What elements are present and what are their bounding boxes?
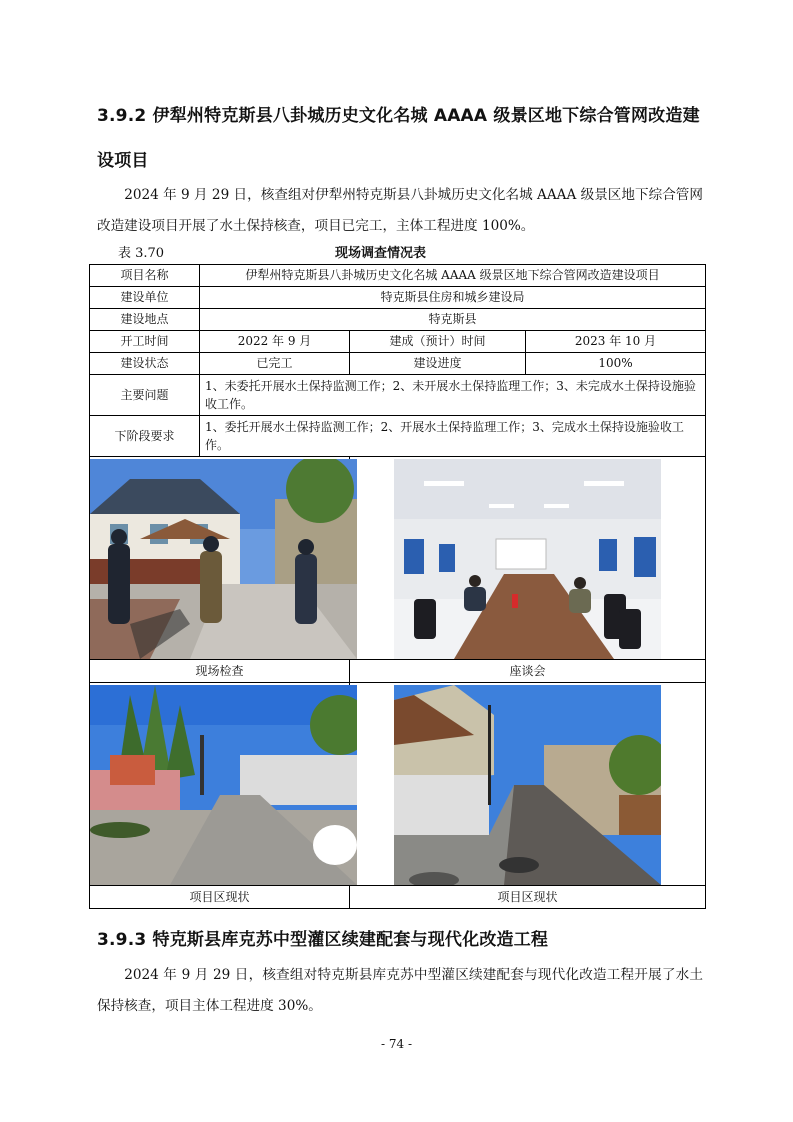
section-heading-3-9-2: 3.9.2 伊犁州特克斯县八卦城历史文化名城 AAAA 级景区地下综合管网改造建设项目 (97, 106, 700, 171)
cell-label: 项目名称 (90, 265, 200, 287)
page-number: - 74 - (380, 1037, 412, 1051)
cell-label: 建设状态 (90, 353, 200, 375)
table-row (90, 287, 706, 309)
photo-row (90, 457, 706, 683)
photo-caption: 座谈会 (350, 659, 705, 682)
table-row (90, 309, 706, 331)
table-number: 表 3.70 (118, 246, 165, 261)
section-heading-3-9-3: 3.9.3 特克斯县库克苏中型灌区续建配套与现代化改造工程 (97, 930, 549, 950)
cell-progress: 100% (526, 353, 706, 375)
table-row (90, 265, 706, 287)
cell-label: 下阶段要求 (90, 416, 200, 457)
table-row (90, 353, 706, 375)
table-title: 现场调查情况表 (335, 246, 427, 261)
photo-row (90, 683, 706, 909)
cell-project-name: 伊犁州特克斯县八卦城历史文化名城 AAAA 级景区地下综合管网改造建设项目 (200, 265, 706, 287)
cell-label: 主要问题 (90, 375, 200, 416)
cell-label: 开工时间 (90, 331, 200, 353)
photo-meeting (394, 459, 661, 659)
table-row (90, 331, 706, 353)
photo-caption: 现场检查 (90, 659, 349, 682)
section-paragraph: 2024 年 9 月 29 日，核查组对特克斯县库克苏中型灌区续建配套与现代化改造工程开展了水土保持核查，项目主体工程进度 30%。 (97, 967, 703, 1014)
cell-finish-time: 2023 年 10 月 (526, 331, 706, 353)
photo-project-area-2 (394, 685, 661, 885)
cell-builder: 特克斯县住房和城乡建设局 (200, 287, 706, 309)
section-paragraph: 2024 年 9 月 29 日，核查组对伊犁州特克斯县八卦城历史文化名城 AAAA 级景区地下综合管网改造建设项目开展了水土保持核查，项目已完工，主体工程进度 100%。 (97, 187, 703, 234)
cell-label: 建设地点 (90, 309, 200, 331)
photo-cell (90, 457, 350, 683)
table-row (90, 416, 706, 457)
photo-caption: 项目区现状 (90, 885, 349, 908)
cell-location: 特克斯县 (200, 309, 706, 331)
photo-cell (350, 457, 706, 683)
cell-label: 建设单位 (90, 287, 200, 309)
cell-start-time: 2022 年 9 月 (200, 331, 350, 353)
cell-label: 建设进度 (350, 353, 526, 375)
photo-cell (90, 683, 350, 909)
table-row (90, 375, 706, 416)
photo-cell (350, 683, 706, 909)
cell-next-steps: 1、委托开展水土保持监测工作；2、开展水土保持监理工作；3、完成水土保持设施验收工作。 (200, 416, 706, 457)
survey-table (89, 264, 706, 909)
cell-issues: 1、未委托开展水土保持监测工作；2、未开展水土保持监理工作；3、未完成水土保持设施验收工作。 (200, 375, 706, 416)
cell-status: 已完工 (200, 353, 350, 375)
photo-caption: 项目区现状 (350, 885, 705, 908)
photo-project-area-1 (90, 685, 357, 885)
photo-site-inspection (90, 459, 357, 659)
cell-label: 建成（预计）时间 (350, 331, 526, 353)
